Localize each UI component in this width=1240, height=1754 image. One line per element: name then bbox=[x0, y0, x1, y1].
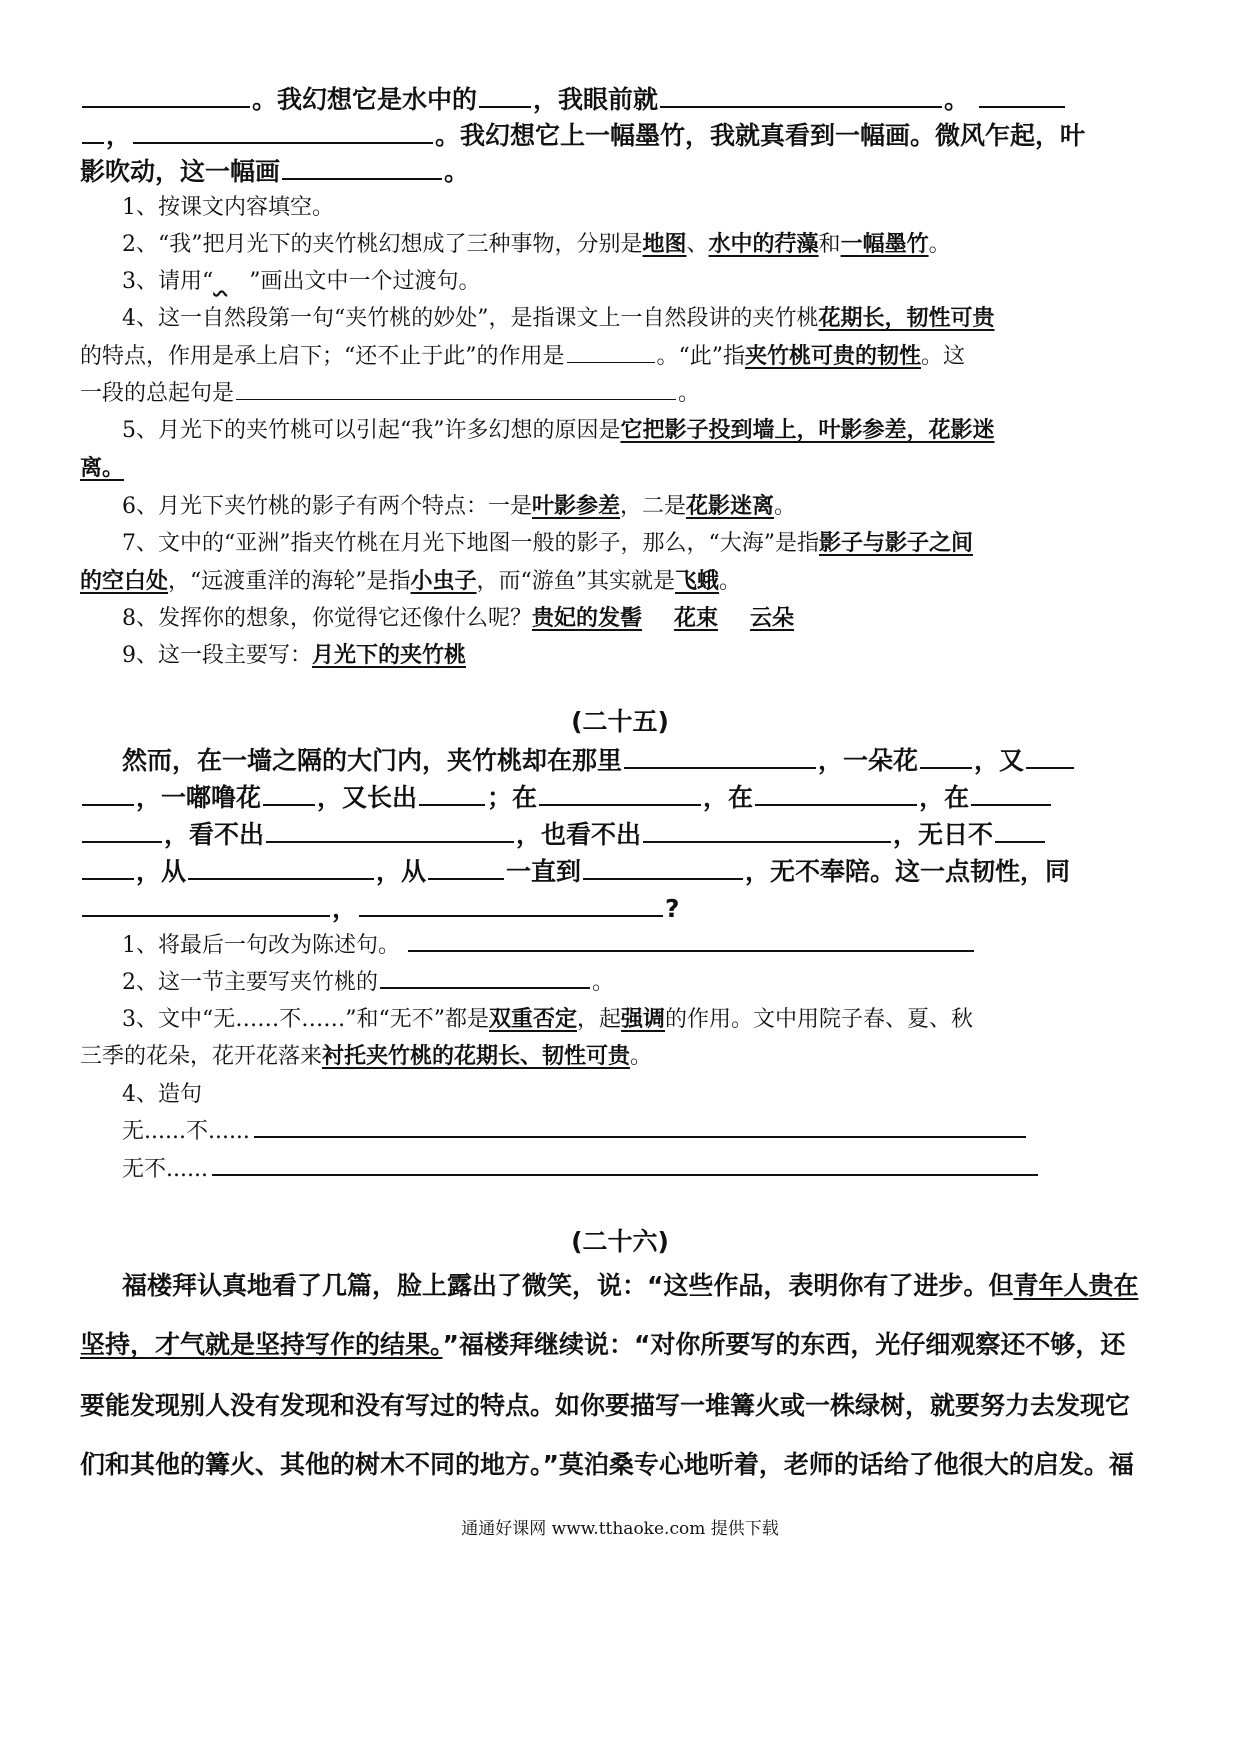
passage-text: 然而，在一墙之隔的大门内，夹竹桃却在那里 bbox=[122, 746, 623, 775]
passage-line-1 bbox=[80, 80, 1067, 116]
question-text: 6、月光下夹竹桃的影子有两个特点：一是 bbox=[122, 494, 532, 519]
question-text: 的特点，作用是承上启下；“还不止于此”的作用是 bbox=[80, 344, 565, 369]
section26-line-3: 要能发现别人没有发现和没有写过的特点。如你要描写一堆篝火或一株绿树，就要努力去发现它 bbox=[80, 1391, 1131, 1420]
question-text: ”画出文中一个过渡句。 bbox=[249, 269, 481, 294]
blank[interactable] bbox=[920, 742, 972, 769]
section25-line-2 bbox=[80, 778, 1053, 814]
passage-text: ? bbox=[665, 894, 680, 923]
passage-text: 。我幻想它上一幅墨竹，我就真看到一幅画。微风乍起，叶 bbox=[435, 121, 1086, 150]
blank[interactable] bbox=[266, 816, 514, 843]
answer: 水中的荇藻 bbox=[708, 232, 819, 257]
blank[interactable] bbox=[995, 816, 1045, 843]
blank[interactable] bbox=[419, 779, 485, 806]
underlined-text: 青年人贵在 bbox=[1013, 1271, 1139, 1300]
passage-text: ，又长出 bbox=[317, 783, 418, 812]
question-25-3 bbox=[122, 1002, 973, 1033]
passage-text: ，无日不 bbox=[893, 820, 994, 849]
question-text: 8、发挥你的想象，你觉得它还像什么呢？ bbox=[122, 606, 532, 631]
section-heading-25: (二十五) bbox=[571, 707, 669, 736]
question-25-3-line-2 bbox=[80, 1039, 652, 1070]
blank[interactable] bbox=[212, 1152, 1038, 1176]
question-text: 三季的花朵，花开花落来 bbox=[80, 1044, 323, 1069]
question-text: 5、月光下的夹竹桃可以引起“我”许多幻想的原因是 bbox=[122, 418, 621, 443]
answer: 的空白处 bbox=[80, 569, 169, 594]
question-25-2 bbox=[122, 965, 614, 996]
answer: 花束 bbox=[674, 606, 719, 631]
passage-text: ，在 bbox=[919, 783, 970, 812]
answer: 贵妃的发髻 bbox=[532, 606, 643, 631]
passage-text: 一直到 bbox=[506, 857, 582, 886]
question-25-1 bbox=[122, 928, 976, 959]
blank[interactable] bbox=[567, 340, 655, 363]
passage-line-3 bbox=[80, 152, 469, 188]
sentence-prompt-1 bbox=[122, 1114, 1028, 1145]
passage-text: ， bbox=[332, 894, 358, 923]
blank[interactable] bbox=[254, 1114, 1026, 1138]
passage-text: ，在 bbox=[703, 783, 754, 812]
blank[interactable] bbox=[479, 81, 531, 108]
question-8 bbox=[122, 601, 794, 632]
question-text: 和 bbox=[818, 232, 841, 257]
passage-text: ，也看不出 bbox=[516, 820, 642, 849]
question-text: 。 bbox=[774, 494, 797, 519]
passage-text: ，又 bbox=[974, 746, 1025, 775]
passage-text: ，从 bbox=[376, 857, 427, 886]
answer: 云朵 bbox=[750, 606, 795, 631]
wavy-line-mark bbox=[213, 269, 249, 294]
answer: 花期长，韧性可贵 bbox=[818, 306, 995, 331]
answer: 强调 bbox=[621, 1007, 666, 1032]
answer: 叶影参差 bbox=[532, 494, 621, 519]
question-text: 。“此”指 bbox=[656, 344, 745, 369]
blank[interactable] bbox=[133, 117, 433, 144]
passage-line-2 bbox=[80, 116, 1085, 152]
passage-text: 。 bbox=[944, 85, 970, 114]
blank[interactable] bbox=[971, 779, 1051, 806]
question-text: 的作用。文中用院子春、夏、秋 bbox=[665, 1007, 974, 1032]
answer: 地图 bbox=[642, 232, 687, 257]
question-4-line-3 bbox=[80, 376, 700, 407]
question-text: 7、文中的“亚洲”指夹竹桃在月光下地图一般的影子，那么，“大海”是指 bbox=[122, 531, 819, 556]
question-text: 。这 bbox=[921, 344, 966, 369]
passage-text: 影吹动，这一幅画 bbox=[80, 157, 281, 186]
question-text: 无不...... bbox=[122, 1157, 208, 1182]
question-6 bbox=[122, 489, 796, 520]
question-5-line-2 bbox=[80, 451, 124, 482]
blank[interactable] bbox=[660, 81, 942, 108]
question-text: 。 bbox=[592, 970, 615, 995]
blank[interactable] bbox=[82, 853, 134, 880]
question-text: ，起 bbox=[577, 1007, 622, 1032]
answer: 夹竹桃可贵的韧性 bbox=[745, 344, 922, 369]
blank[interactable] bbox=[643, 816, 891, 843]
answer: 影子与影子之间 bbox=[819, 531, 974, 556]
passage-text: ，从 bbox=[136, 857, 187, 886]
footer-credit: 通通好课网 www.tthaoke.com 提供下载 bbox=[461, 1519, 779, 1539]
question-text: ，“远渡重洋的海轮”是指 bbox=[168, 569, 411, 594]
passage-text: ，一嘟噜花 bbox=[136, 783, 262, 812]
passage-text: 福楼拜认真地看了几篇，脸上露出了微笑，说：“这些作品，表明你有了进步。但 bbox=[122, 1271, 1014, 1300]
section25-line-5 bbox=[80, 889, 680, 925]
blank[interactable] bbox=[263, 779, 315, 806]
question-text: 3、文中“无……不……”和“无不”都是 bbox=[122, 1007, 489, 1032]
question-text: 1、将最后一句改为陈述句。 bbox=[122, 933, 400, 958]
answer: 它把影子投到墙上，叶影参差，花影迷 bbox=[620, 418, 995, 443]
blank[interactable] bbox=[359, 890, 663, 917]
question-5 bbox=[122, 413, 995, 444]
passage-text: 。我幻想它是水中的 bbox=[252, 85, 478, 114]
blank[interactable] bbox=[583, 853, 743, 880]
answer: 双重否定 bbox=[489, 1007, 578, 1032]
question-text: 2、这一节主要写夹竹桃的 bbox=[122, 970, 378, 995]
question-4-line-2 bbox=[80, 339, 965, 370]
question-4 bbox=[122, 301, 995, 332]
blank[interactable] bbox=[624, 742, 816, 769]
question-text: 。 bbox=[630, 1044, 653, 1069]
question-7 bbox=[122, 526, 973, 557]
blank[interactable] bbox=[236, 377, 676, 400]
question-text: 3、请用“ bbox=[122, 269, 214, 294]
section26-line-1 bbox=[122, 1266, 1138, 1302]
blank[interactable] bbox=[82, 117, 104, 144]
question-text: 。 bbox=[678, 381, 701, 406]
passage-text: ”福楼拜继续说：“对你所要写的东西，光仔细观察还不够，还 bbox=[442, 1330, 1126, 1359]
passage-text: ，一朵花 bbox=[818, 746, 919, 775]
answer: 月光下的夹竹桃 bbox=[312, 643, 467, 668]
section26-line-2 bbox=[80, 1325, 1125, 1361]
question-text: 。 bbox=[719, 569, 742, 594]
blank[interactable] bbox=[428, 853, 504, 880]
passage-text: ， bbox=[106, 121, 132, 150]
blank[interactable] bbox=[539, 779, 701, 806]
blank[interactable] bbox=[979, 81, 1065, 108]
blank[interactable] bbox=[188, 853, 374, 880]
question-text: 无......不...... bbox=[122, 1119, 250, 1144]
blank[interactable] bbox=[82, 890, 330, 917]
question-9 bbox=[122, 638, 466, 669]
passage-text: ，无不奉陪。这一点韧性，同 bbox=[745, 857, 1071, 886]
answer: 一幅墨竹 bbox=[840, 232, 929, 257]
blank[interactable] bbox=[1026, 742, 1074, 769]
blank[interactable] bbox=[82, 816, 162, 843]
passage-text: 。 bbox=[444, 157, 470, 186]
section26-line-4: 们和其他的篝火、其他的树木不同的地方。”莫泊桑专心地听着，老师的话给了他很大的启发。福 bbox=[80, 1450, 1134, 1479]
section25-line-3 bbox=[80, 815, 1047, 851]
section25-line-1 bbox=[122, 741, 1076, 777]
question-text: 一段的总起句是 bbox=[80, 381, 235, 406]
question-text: 4、这一自然段第一句“夹竹桃的妙处”，是指课文上一自然段讲的夹竹桃 bbox=[122, 306, 819, 331]
blank[interactable] bbox=[755, 779, 917, 806]
sentence-prompt-2 bbox=[122, 1152, 1040, 1183]
question-7-line-2 bbox=[80, 564, 741, 595]
blank[interactable] bbox=[408, 928, 974, 952]
answer: 花影迷离 bbox=[686, 494, 775, 519]
blank[interactable] bbox=[380, 965, 590, 989]
section-heading-26: (二十六) bbox=[571, 1227, 669, 1256]
blank[interactable] bbox=[82, 81, 250, 108]
passage-text: ，我眼前就 bbox=[533, 85, 659, 114]
question-text: ，二是 bbox=[620, 494, 687, 519]
question-2 bbox=[122, 227, 951, 258]
question-3 bbox=[122, 264, 481, 295]
question-text: 。 bbox=[928, 232, 951, 257]
question-text: 9、这一段主要写： bbox=[122, 643, 312, 668]
question-text: ，而“游鱼”其实就是 bbox=[476, 569, 676, 594]
question-text: 、 bbox=[686, 232, 709, 257]
blank[interactable] bbox=[82, 779, 134, 806]
answer: 衬托夹竹桃的花期长、韧性可贵 bbox=[322, 1044, 631, 1069]
section25-line-4 bbox=[80, 852, 1070, 888]
question-text: 2、“我”把月光下的夹竹桃幻想成了三种事物，分别是 bbox=[122, 232, 643, 257]
answer: 小虫子 bbox=[410, 569, 477, 594]
underlined-text: 坚持，才气就是坚持写作的结果。 bbox=[80, 1330, 443, 1359]
answer: 飞蛾 bbox=[675, 569, 720, 594]
question-1: 1、按课文内容填空。 bbox=[122, 195, 334, 220]
blank[interactable] bbox=[282, 153, 442, 180]
answer: 离。 bbox=[80, 456, 125, 481]
question-25-4: 4、造句 bbox=[122, 1082, 202, 1107]
passage-text: ，看不出 bbox=[164, 820, 265, 849]
passage-text: ；在 bbox=[487, 783, 538, 812]
